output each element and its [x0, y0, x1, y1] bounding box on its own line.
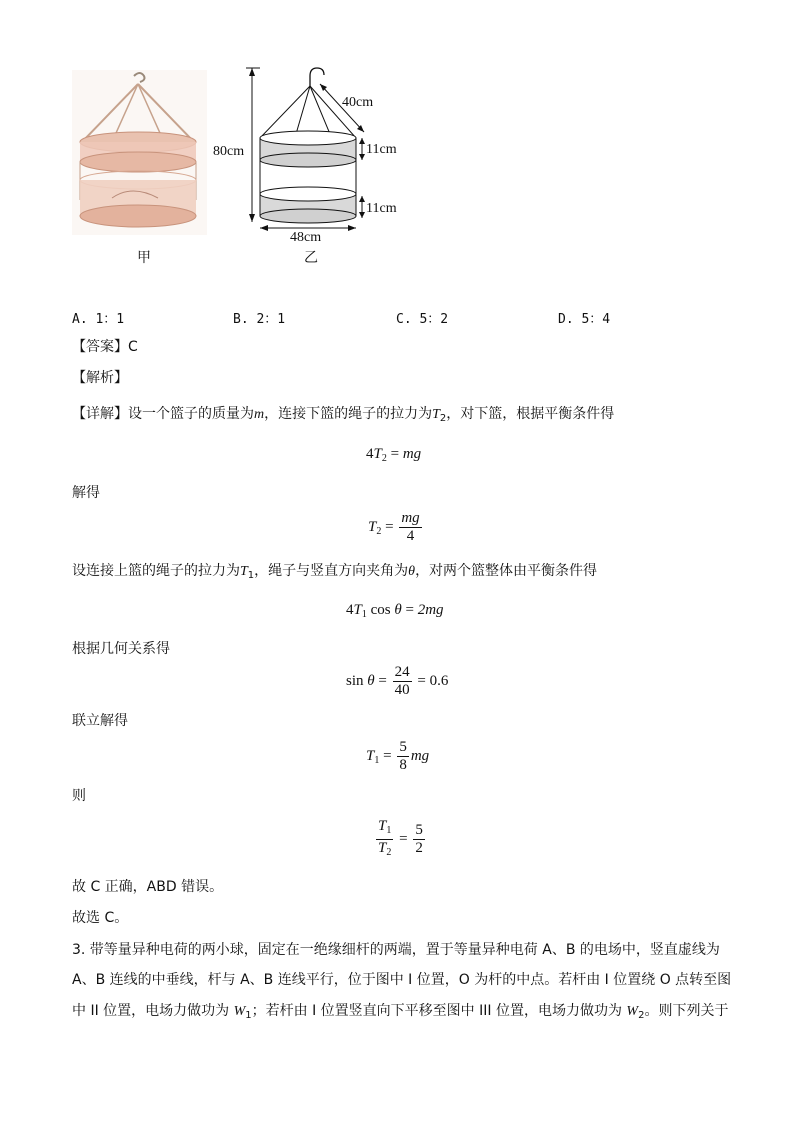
- conclusion-line-2: 故选 C。: [72, 910, 129, 926]
- dim-width-label: 48cm: [290, 230, 322, 245]
- equation-ratio: $\frac{T_1}{T_2}$ = $\frac{5}{2}$: [378, 818, 423, 858]
- equation-t2: $T_2$ = $\frac{mg}{4}$: [368, 510, 420, 544]
- option-d: D. 5：4: [558, 312, 611, 327]
- answer-line: 【答案】C: [72, 339, 138, 355]
- dim-bottom-basket-label: 11cm: [366, 201, 397, 216]
- option-b: B. 2：1: [233, 312, 286, 327]
- t1-setup-line: 设连接上篮的绳子的拉力为$T_1$，绳子与竖直方向夹角为θ，对两个篮整体由平衡条件得: [72, 563, 598, 581]
- equation-whole-system: $4T_1$ cos θ = 2mg: [346, 602, 444, 620]
- geometry-label: 根据几何关系得: [72, 641, 170, 657]
- equation-sin-theta: sin θ = $\frac{24}{40}$ = 0.6: [346, 664, 449, 698]
- jiede-label: 解得: [72, 485, 100, 501]
- lianli-label: 联立解得: [72, 713, 128, 729]
- hanging-basket-photo: [72, 70, 207, 235]
- ze-label: 则: [72, 788, 86, 804]
- equation-lower-basket: $4T_2$ = mg: [366, 446, 422, 464]
- dim-height-label: 80cm: [213, 144, 245, 159]
- detail-line: 【详解】设一个篮子的质量为m，连接下篮的绳子的拉力为$T_2$，对下篮，根据平衡条件得: [72, 406, 615, 424]
- dim-rope-label: 40cm: [342, 95, 374, 110]
- option-c: C. 5：2: [396, 312, 449, 327]
- figure-jia-label: 甲: [137, 250, 151, 266]
- equation-t1: $T_1$ = $\frac{5}{8}$ mg: [366, 739, 430, 773]
- analysis-heading: 【解析】: [72, 370, 128, 386]
- option-a: A. 1：1: [72, 312, 125, 327]
- q3-line-3: 中 II 位置，电场力做功为 $W_1$；若杆由 I 位置竖直向下平移至图中 III 位置，电场力做功为 $W_2$。则下列关于: [72, 1003, 729, 1021]
- q3-line-1: 3. 带等量异种电荷的两小球，固定在一绝缘细杆的两端，置于等量异种电荷 A、B 的电场中，竖直虚线为: [72, 942, 720, 958]
- dim-top-basket-label: 11cm: [366, 142, 397, 157]
- figure-yi-label: 乙: [304, 250, 318, 266]
- conclusion-line-1: 故 C 正确，ABD 错误。: [72, 879, 224, 895]
- q3-line-2: A、B 连线的中垂线，杆与 A、B 连线平行，位于图中 I 位置，O 为杆的中点。若杆由 I 位置绕 O 点转至图: [72, 972, 732, 988]
